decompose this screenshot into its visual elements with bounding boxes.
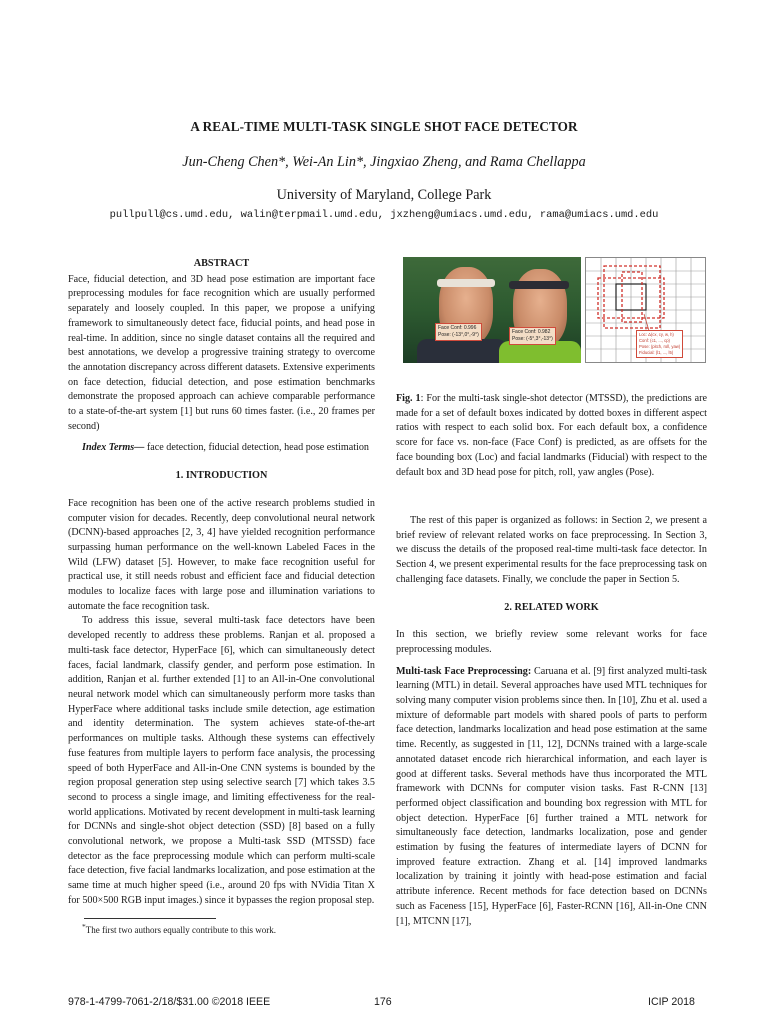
headband-right	[509, 281, 569, 289]
intro-paragraph-2: To address this issue, several multi-task face detectors have been developed recently to address these problems. Ranjan et al. proposed a multi-task face detector, HyperFace [6], which can simultaneously detect faces, facial landmark, classify gender, and perform pose estimation. In addition, Ranjan et al. further extended [1] to an All-in-One convolutional neural network model which can simultaneously perform more tasks than HyperFace where additional tasks include smile detection, age estimation and identity determination. The system achieves state-of-the-art performances on multiple tasks. Although these systems can effectively fuse features from multiple layers to perform face analysis, the processing speed of both HyperFace and All-in-One CNN systems is bounded by the region proposal generation step using selective search [7] which takes 3.5 second to process a single image, and limiting effectiveness for the real-world applications. Motivated by recent development in multi-task learning for DCNNs and single-shot object detection (SSD) [8] based on a fully convolutional network, we propose a Multi-task SSD (MTSSD) face detector as the face preprocessing module which can perform multi-scale face detection, five facial landmarks localization, and pose estimation at the same time at much higher speed (i.e., around 20 fps with NVidia Titan X for 500×500 RGB input images.) since it bypasses the region proposal step.	[68, 615, 375, 906]
introduction-heading: 1. INTRODUCTION	[175, 470, 268, 482]
figure-photo	[403, 257, 581, 363]
figure-caption-label: Fig. 1	[396, 393, 421, 404]
figure-caption	[396, 392, 707, 480]
legend-conf: Conf: (c1, ..., cp)	[639, 338, 670, 343]
index-terms-label: Index Terms—	[82, 442, 145, 454]
paper-authors: Jun-Cheng Chen*, Wei-An Lin*, Jingxiao Zheng, and Rama Chellappa	[182, 154, 586, 170]
index-terms-text: face detection, fiducial detection, head pose estimation	[144, 442, 369, 454]
figure-1	[403, 257, 706, 363]
related-work-intro: In this section, we briefly review some relevant works for face preprocessing modules.	[396, 629, 707, 655]
related-work-heading: 2. RELATED WORK	[504, 601, 599, 613]
legend-fiducial: Fiducial: (l1, ..., l5)	[639, 350, 674, 355]
footer-copyright: 978-1-4799-7061-2/18/$31.00 ©2018 IEEE	[68, 996, 271, 1008]
index-terms	[68, 441, 375, 456]
mtl-text: Caruana et al. [9] first analyzed multi-task learning (MTL) in detail. Several approaches have used MTL techniques for solving many computer vision problems since then. In [10], Zhu et al. used a mixture of deformable part models with shared pools of parts to perform face detection, landmarks localization and head pose estimation at the same time. Recently, as suggested in [11, 12], DCNNs trained with a large-scale annotated dataset encode rich hierarchical information, and each layer is good at different tasks. Several methods have thus incorporated the MTL framework with DCNNs for computer vision tasks. Fast R-CNN [13] performed object classification and bounding box regression with MTL for object detection. HyperFace [6] further trained a MTL network for simultaneously face detection, landmarks localization, pose and gender estimation by fusing the features of intermediate layers of DCNN for improved feature extraction. Zhang et al. [14] improved landmarks localization by training it jointly with head-pose estimation and facial attribute inference. Recent methods for face detection based on DCNNs such as Faceness [15], HyperFace [6], Faster-RCNN [16], All-in-One CNN [1], MTCNN [17],	[396, 665, 707, 927]
right-column	[396, 514, 707, 929]
shirt-left	[417, 339, 507, 363]
grid-legend	[636, 330, 683, 358]
face-conf-tag-right	[509, 327, 556, 345]
abstract-text: Face, fiducial detection, and 3D head pose estimation are important face preprocessing modules for face recognition which are usually performed separately and loosely coupled. In this paper, we propose a unifying framework to simultaneously detect face, fiducial points, and head pose in real-time. In addition, since no single dataset contains all the required and best annotations, we develop a progressive training strategy to overcome the annotation discrepancy across different datasets. Extensive experiments on face detection, fiducial detection, and pose estimation benchmarks demonstrate the proposed approach can achieve comparable performance to a state-of-the-art system [1] but runs 60 times faster. (i.e., 20 frames per second)	[68, 273, 375, 432]
tag-left-conf: Face Conf: 0.996	[438, 325, 477, 331]
figure-caption-text: : For the multi-task single-shot detector (MTSSD), the predictions are made for a set of default boxes indicated by dotted boxes in different aspect ratios with respect to each solid box. For each default box, a confidence score for face vs. non-face (Face Conf) is predicted, as are offsets for the face bounding box (Loc) and facial landmarks (Fiducial) with respect to the default box and 3D head pose for pitch, roll, yaw angles (Pose).	[396, 393, 707, 478]
footnote-text: The first two authors equally contribute to this work.	[85, 925, 276, 935]
footer-page-number: 176	[374, 996, 392, 1008]
footnote: *The first two authors equally contribute to this work.	[82, 922, 276, 935]
paper-title: A REAL-TIME MULTI-TASK SINGLE SHOT FACE DETECTOR	[190, 119, 578, 134]
legend-loc: Loc: Δ(cx, cy, w, h)	[639, 332, 674, 337]
left-column	[68, 257, 375, 909]
paper-affiliation: University of Maryland, College Park	[276, 187, 492, 203]
intro-paragraph-1: Face recognition has been one of the active research problems studied in computer vision for decades. Recently, deep convolutional neural network (DCNN)-based approaches [2, 3, 4] have yielded recognition performance surpassing human performance on the well-known Labeled Faces in the Wild (LFW) dataset [5]. However, to make face recognition useful for practical use, it still needs robust and efficient face and fiducial detection modules to localize faces with large pose and illumination variations to automate the face recognition task.	[68, 497, 375, 612]
footer-conference: ICIP 2018	[648, 996, 695, 1008]
tag-right-pose: Pose: (-5°,3°,-13°)	[512, 336, 553, 342]
rest-of-paper: The rest of this paper is organized as follows: in Section 2, we present a brief review of relevant related works on face preprocessing. In Section 3, we discuss the details of the proposed real-time multi-task face detector. In Section 4, we present experimental results for the face preprocessing task on challenging face datasets. Finally, we conclude the paper in Section 5.	[396, 515, 707, 585]
headband-left	[437, 279, 495, 287]
face-conf-tag-left	[435, 323, 482, 341]
mtl-paragraph	[396, 665, 707, 930]
tag-right-conf: Face Conf: 0.982	[512, 329, 551, 335]
default-box-grid	[585, 257, 706, 363]
legend-pose: Pose: (pitch, roll, yaw)	[639, 344, 681, 349]
abstract-heading: ABSTRACT	[193, 258, 250, 269]
mtl-label: Multi-task Face Preprocessing:	[396, 665, 532, 677]
footnote-rule	[84, 918, 216, 919]
paper-emails: pullpull@cs.umd.edu, walin@terpmail.umd.edu, jxzheng@umiacs.umd.edu, rama@umiacs.umd.edu	[109, 209, 659, 221]
tag-left-pose: Pose: (-13°,0°,-9°)	[438, 332, 479, 338]
